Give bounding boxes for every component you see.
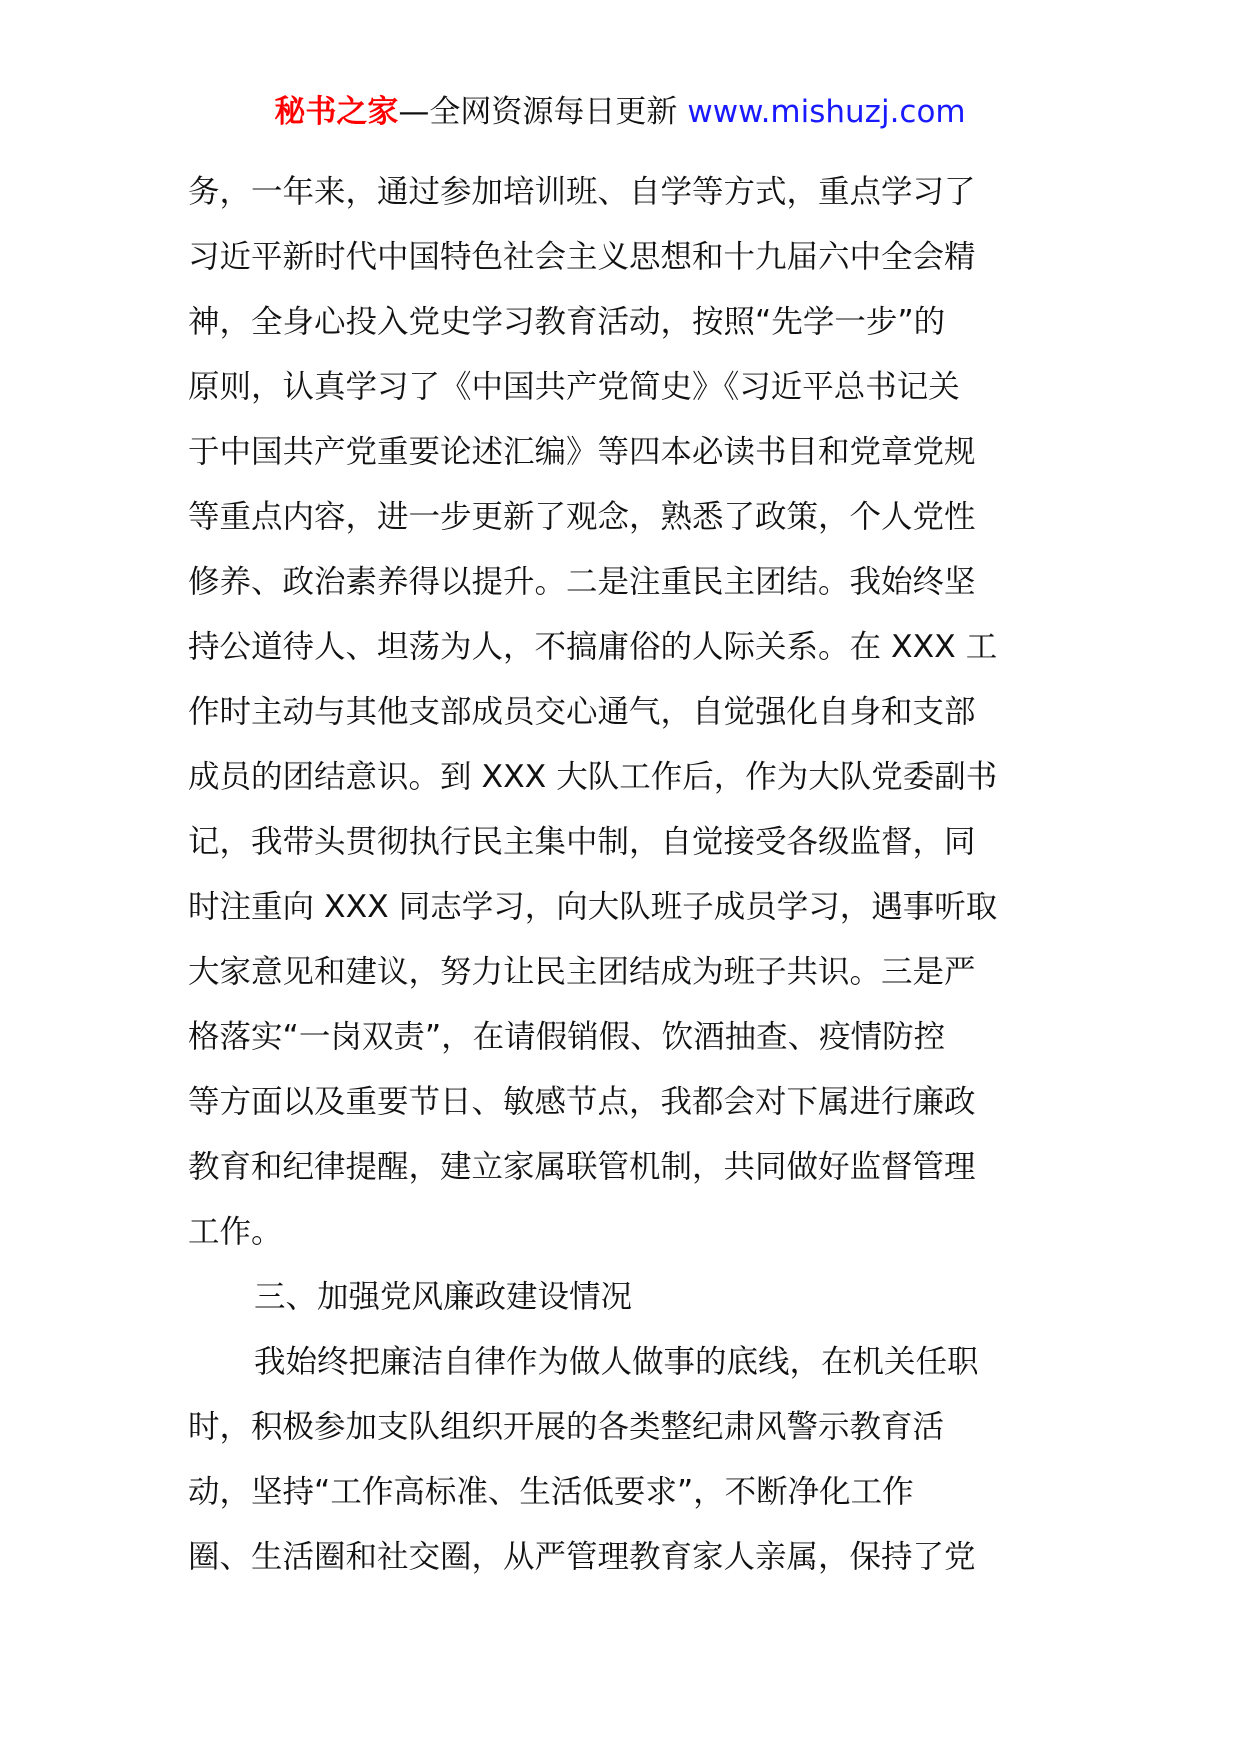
text-line: 格落实“一岗双责”，在请假销假、饮酒抽查、疫情防控 <box>188 1019 946 1055</box>
text-line: 原则，认真学习了《中国共产党简史》《习近平总书记关 <box>188 369 960 405</box>
site-url-link[interactable]: www.mishuzj.com <box>687 94 966 130</box>
text-line: 持公道待人、坦荡为人，不搞庸俗的人际关系。在 XXX 工 <box>188 629 998 665</box>
paragraph-start-line: 我始终把廉洁自律作为做人做事的底线，在机关任职 <box>254 1344 979 1380</box>
site-tagline: —全网资源每日更新 <box>398 94 678 130</box>
text-line: 动，坚持“工作高标准、生活低要求”，不断净化工作 <box>188 1474 914 1510</box>
text-line: 圈、生活圈和社交圈，从严管理教育家人亲属，保持了党 <box>188 1539 976 1575</box>
text-line: 于中国共产党重要论述汇编》等四本必读书目和党章党规 <box>188 434 976 470</box>
section-heading: 三、加强党风廉政建设情况 <box>254 1279 633 1315</box>
text-line: 神，全身心投入党史学习教育活动，按照“先学一步”的 <box>188 304 946 340</box>
text-line: 教育和纪律提醒，建立家属联管机制，共同做好监督管理 <box>188 1149 976 1185</box>
text-line: 大家意见和建议，努力让民主团结成为班子共识。三是严 <box>188 954 976 990</box>
site-brand: 秘书之家 <box>274 94 399 130</box>
text-line: 修养、政治素养得以提升。二是注重民主团结。我始终坚 <box>188 564 976 600</box>
text-line: 记，我带头贯彻执行民主集中制，自觉接受各级监督，同 <box>188 824 976 860</box>
text-line: 成员的团结意识。到 XXX 大队工作后，作为大队党委副书 <box>188 759 998 795</box>
text-line: 工作。 <box>188 1214 283 1250</box>
text-line: 时注重向 XXX 同志学习，向大队班子成员学习，遇事听取 <box>188 889 998 925</box>
text-line: 务，一年来，通过参加培训班、自学等方式，重点学习了 <box>188 174 976 210</box>
text-line: 时，积极参加支队组织开展的各类整纪肃风警示教育活 <box>188 1409 945 1445</box>
text-line: 习近平新时代中国特色社会主义思想和十九届六中全会精 <box>188 239 976 275</box>
document-body <box>188 160 1058 1590</box>
text-line: 等重点内容，进一步更新了观念，熟悉了政策，个人党性 <box>188 499 976 535</box>
text-line: 作时主动与其他支部成员交心通气，自觉强化自身和支部 <box>188 694 976 730</box>
text-line: 等方面以及重要节日、敏感节点，我都会对下属进行廉政 <box>188 1084 976 1120</box>
site-header <box>0 92 1240 132</box>
